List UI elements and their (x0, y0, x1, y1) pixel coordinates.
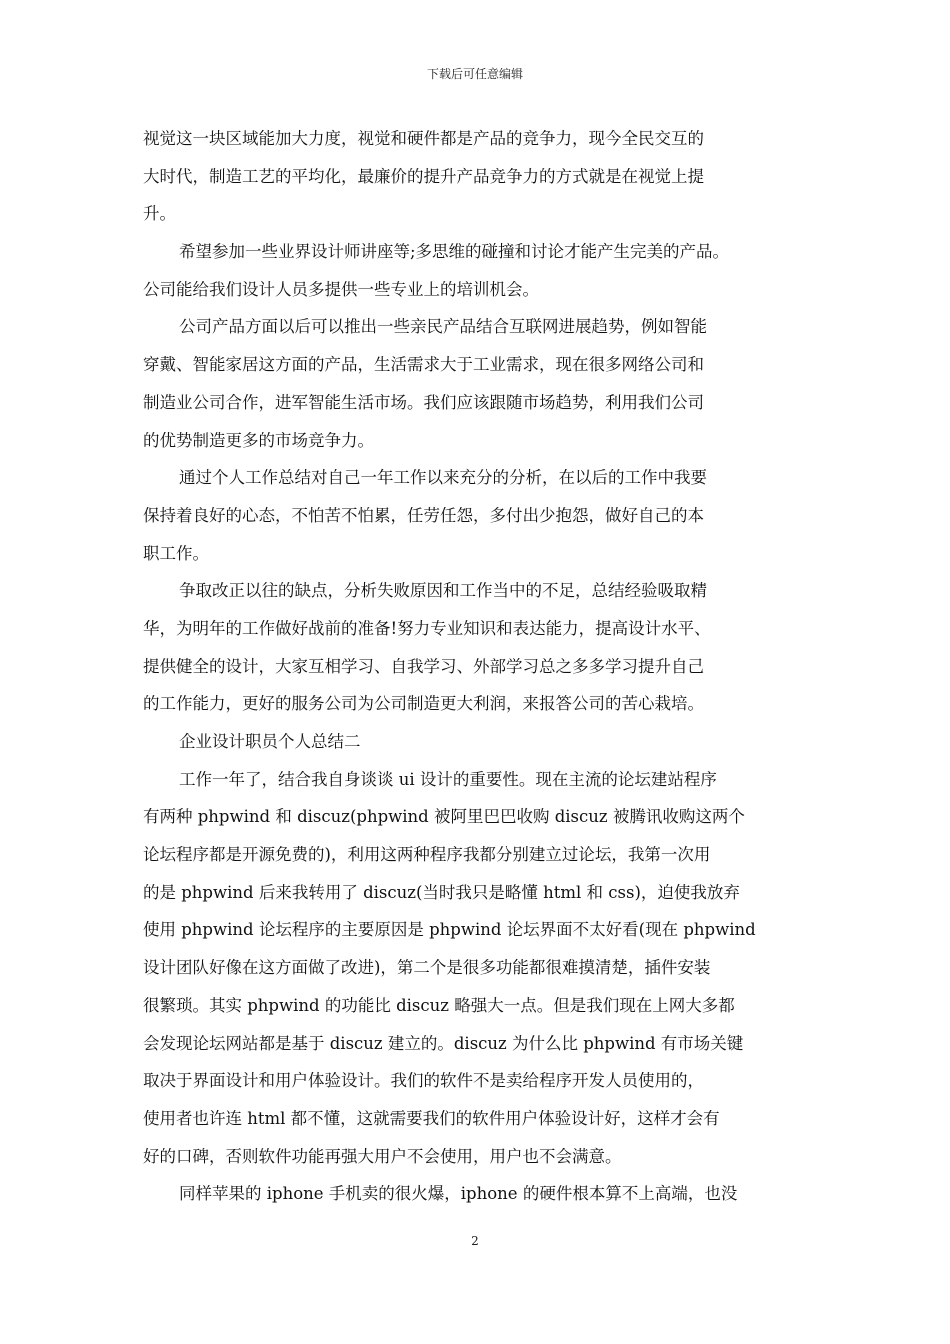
text-line: 制造业公司合作，进军智能生活市场。我们应该跟随市场趋势，利用我们公司 (143, 392, 704, 412)
text-line: 取决于界面设计和用户体验设计。我们的软件不是卖给程序开发人员使用的， (143, 1071, 704, 1091)
document-body (143, 120, 815, 1213)
text-line: 使用 phpwind 论坛程序的主要原因是 phpwind 论坛界面不太好看(现在 phpwind (143, 920, 756, 940)
text-line: 希望参加一些业界设计师讲座等;多思维的碰撞和讨论才能产生完美的产品。 (179, 242, 730, 262)
text-line: 工作一年了，结合我自身谈谈 ui 设计的重要性。现在主流的论坛建站程序 (179, 769, 717, 789)
text-line: 使用者也许连 html 都不懂，这就需要我们的软件用户体验设计好，这样才会有 (143, 1108, 720, 1128)
text-line: 企业设计职员个人总结二 (179, 732, 361, 751)
text-line: 的优势制造更多的市场竞争力。 (143, 430, 374, 450)
text-line: 论坛程序都是开源免费的)，利用这两种程序我都分别建立过论坛，我第一次用 (143, 845, 711, 865)
text-line: 争取改正以往的缺点，分析失败原因和工作当中的不足，总结经验吸取精 (179, 581, 707, 601)
text-line: 会发现论坛网站都是基于 discuz 建立的。discuz 为什么比 phpwind 有市场关键 (143, 1033, 744, 1053)
text-line: 保持着良好的心态，不怕苦不怕累，任劳任怨，多付出少抱怨，做好自己的本 (143, 505, 704, 525)
text-line: 很繁琐。其实 phpwind 的功能比 discuz 略强大一点。但是我们现在上网大多都 (143, 995, 735, 1015)
page-header: 下载后可任意编辑 (426, 67, 523, 81)
text-line: 公司能给我们设计人员多提供一些专业上的培训机会。 (143, 279, 539, 299)
text-line: 华，为明年的工作做好战前的准备!努力专业知识和表达能力，提高设计水平、 (143, 618, 711, 638)
text-line: 职工作。 (143, 543, 209, 563)
text-line: 通过个人工作总结对自己一年工作以来充分的分析，在以后的工作中我要 (179, 468, 707, 488)
text-line: 有两种 phpwind 和 discuz(phpwind 被阿里巴巴收购 discuz 被腾讯收购这两个 (143, 807, 745, 827)
text-line: 升。 (143, 204, 176, 224)
text-line: 穿戴、智能家居这方面的产品，生活需求大于工业需求，现在很多网络公司和 (143, 355, 704, 375)
text-line: 大时代，制造工艺的平均化，最廉价的提升产品竞争力的方式就是在视觉上提 (143, 166, 704, 186)
text-line: 公司产品方面以后可以推出一些亲民产品结合互联网进展趋势，例如智能 (179, 317, 707, 337)
page-number: 2 (471, 1234, 479, 1248)
text-line: 的工作能力，更好的服务公司为公司制造更大利润，来报答公司的苦心栽培。 (143, 694, 704, 714)
text-line: 设计团队好像在这方面做了改进)，第二个是很多功能都很难摸清楚，插件安装 (143, 958, 711, 978)
text-line: 视觉这一块区域能加大力度，视觉和硬件都是产品的竞争力，现今全民交互的 (143, 129, 704, 148)
text-line: 同样苹果的 iphone 手机卖的很火爆，iphone 的硬件根本算不上高端，也没 (179, 1184, 738, 1204)
text-line: 好的口碑，否则软件功能再强大用户不会使用，用户也不会满意。 (143, 1146, 622, 1166)
text-line: 的是 phpwind 后来我转用了 discuz(当时我只是略懂 html 和 css)，迫使我放弃 (143, 882, 740, 902)
text-line: 提供健全的设计，大家互相学习、自我学习、外部学习总之多多学习提升自己 (143, 656, 704, 676)
